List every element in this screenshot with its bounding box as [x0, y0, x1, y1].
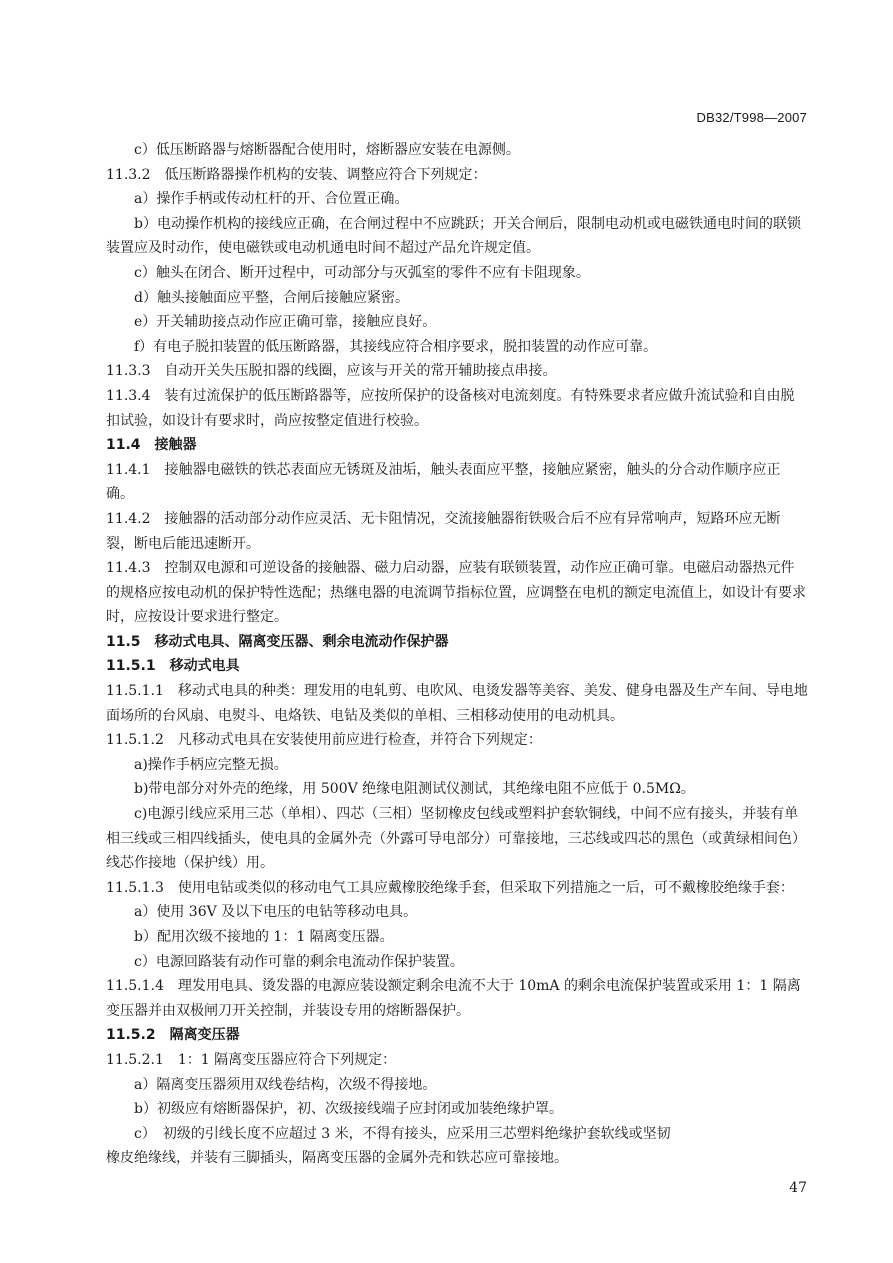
list-item-b: b)带电部分对外壳的绝缘，用 500V 绝缘电阻测试仪测试，其绝缘电阻不应低于 0.5MΩ。: [134, 781, 695, 798]
list-item-c: c）低压断路器与熔断器配合使用时，熔断器应安装在电源侧。: [134, 142, 520, 158]
subsection-heading-11-5-2: 11.5.2 隔离变压器: [106, 1027, 240, 1044]
clause-11-4-2: 11.4.2 接触器的活动部分动作应灵活、无卡阻情况，交流接触器衔铁吸合后不应有异常响声，短路环应无断裂，断电后能迅速断开。: [106, 510, 781, 552]
section-heading-11-4: 11.4 接触器: [106, 437, 197, 454]
clause-11-5-1-4: 11.5.1.4 理发用电具、烫发器的电源应装设额定剩余电流不大于 10mA 的剩余电流保护装置或采用 1：1 隔离变压器并由双极闸刀开关控制，并装设专用的熔断器保护。: [106, 978, 801, 1019]
body-text: [106, 138, 808, 1171]
list-item-e: e）开关辅助接点动作应正确可靠，接触应良好。: [134, 314, 437, 331]
clause-11-4-3: 11.4.3 控制双电源和可逆设备的接触器、磁力启动器，应装有联锁装置，动作应正确可靠。电磁启动器热元件的规格应按电动机的保护特性选配；热继电器的电流调节指标位置，应调整在电机的额定电流值上，如设计有要求时，应按设计要求进行整定。: [106, 560, 806, 626]
document-code: DB32/T998—2007: [696, 110, 807, 125]
list-item-f: f）有电子脱扣装置的低压断路器，其接线应符合相序要求，脱扣装置的动作应可靠。: [134, 338, 658, 355]
list-item-c: c） 初级的引线长度不应超过 3 米，不得有接头，应采用三芯塑料绝缘护套软线或坚韧: [134, 1125, 671, 1142]
subsection-heading-11-5-1: 11.5.1 移动式电具: [106, 658, 240, 675]
list-item-c: c）电源回路装有动作可靠的剩余电流动作保护装置。: [134, 953, 464, 970]
list-item-a: a)操作手柄应完整无损。: [134, 756, 288, 773]
list-item-a: a）操作手柄或传动杠杆的开、合位置正确。: [134, 191, 409, 208]
clause-11-5-1-3: 11.5.1.3 使用电钻或类似的移动电气工具应戴橡胶绝缘手套，但采取下列措施之一后，可不戴橡胶绝缘手套：: [106, 879, 794, 896]
list-item-c: c)电源引线应采用三芯（单相）、四芯（三相）坚韧橡皮包线或塑料护套软铜线，中间不应有接头，并装有单相三线或三相四线插头，使电具的金属外壳（外露可导电部分）可靠接地，三芯线或四芯的黑色（或黄绿相间色）线芯作接地（保护线）用。: [106, 806, 806, 872]
list-item-b: b）电动操作机构的接线应正确，在合闸过程中不应跳跃；开关合闸后，限制电动机或电磁铁通电时间的联锁装置应及时动作，使电磁铁或电动机通电时间不超过产品允许规定值。: [106, 215, 801, 257]
list-item-a: a）使用 36V 及以下电压的电钻等移动电具。: [134, 904, 418, 921]
clause-11-3-4: 11.3.4 装有过流保护的低压断路器等，应按所保护的设备核对电流刻度。有特殊要求者应做升流试验和自由脱扣试验，如设计有要求时，尚应按整定值进行校验。: [106, 387, 795, 429]
clause-11-3-2: 11.3.2 低压断路器操作机构的安装、调整应符合下列规定：: [106, 166, 487, 183]
list-item-d: d）触头接触面应平整，合闸后接触应紧密。: [134, 289, 409, 306]
page-number: 47: [789, 1180, 807, 1196]
clause-11-4-1: 11.4.1 接触器电磁铁的铁芯表面应无锈斑及油垢，触头表面应平整，接触应紧密，触头的分合动作顺序应正确。: [106, 461, 781, 503]
section-heading-11-5: 11.5 移动式电具、隔离变压器、剩余电流动作保护器: [106, 633, 449, 650]
list-item-c-continued: 橡皮绝缘线，并装有三脚插头，隔离变压器的金属外壳和铁芯应可靠接地。: [106, 1150, 568, 1167]
clause-11-5-1-2: 11.5.1.2 凡移动式电具在安装使用前应进行检查，并符合下列规定：: [106, 732, 542, 749]
clause-11-5-1-1: 11.5.1.1 移动式电具的种类：理发用的电轧剪、电吹风、电烫发器等美容、美发、健身电器及生产车间、导电地面场所的台风扇、电熨斗、电烙铁、电钻及类似的单相、三相移动使用的电动机具。: [106, 683, 808, 724]
list-item-b: b）配用次级不接地的 1：1 隔离变压器。: [134, 929, 394, 945]
list-item-a: a）隔离变压器须用双线卷结构，次级不得接地。: [134, 1076, 437, 1093]
list-item-b: b）初级应有熔断器保护，初、次级接线端子应封闭或加装绝缘护罩。: [134, 1101, 563, 1118]
list-item-c: c）触头在闭合、断开过程中，可动部分与灭弧室的零件不应有卡阻现象。: [134, 264, 590, 281]
clause-11-5-2-1: 11.5.2.1 1：1 隔离变压器应符合下列规定：: [106, 1051, 397, 1068]
clause-11-3-3: 11.3.3 自动开关失压脱扣器的线圈，应该与开关的常开辅助接点串接。: [106, 363, 557, 380]
